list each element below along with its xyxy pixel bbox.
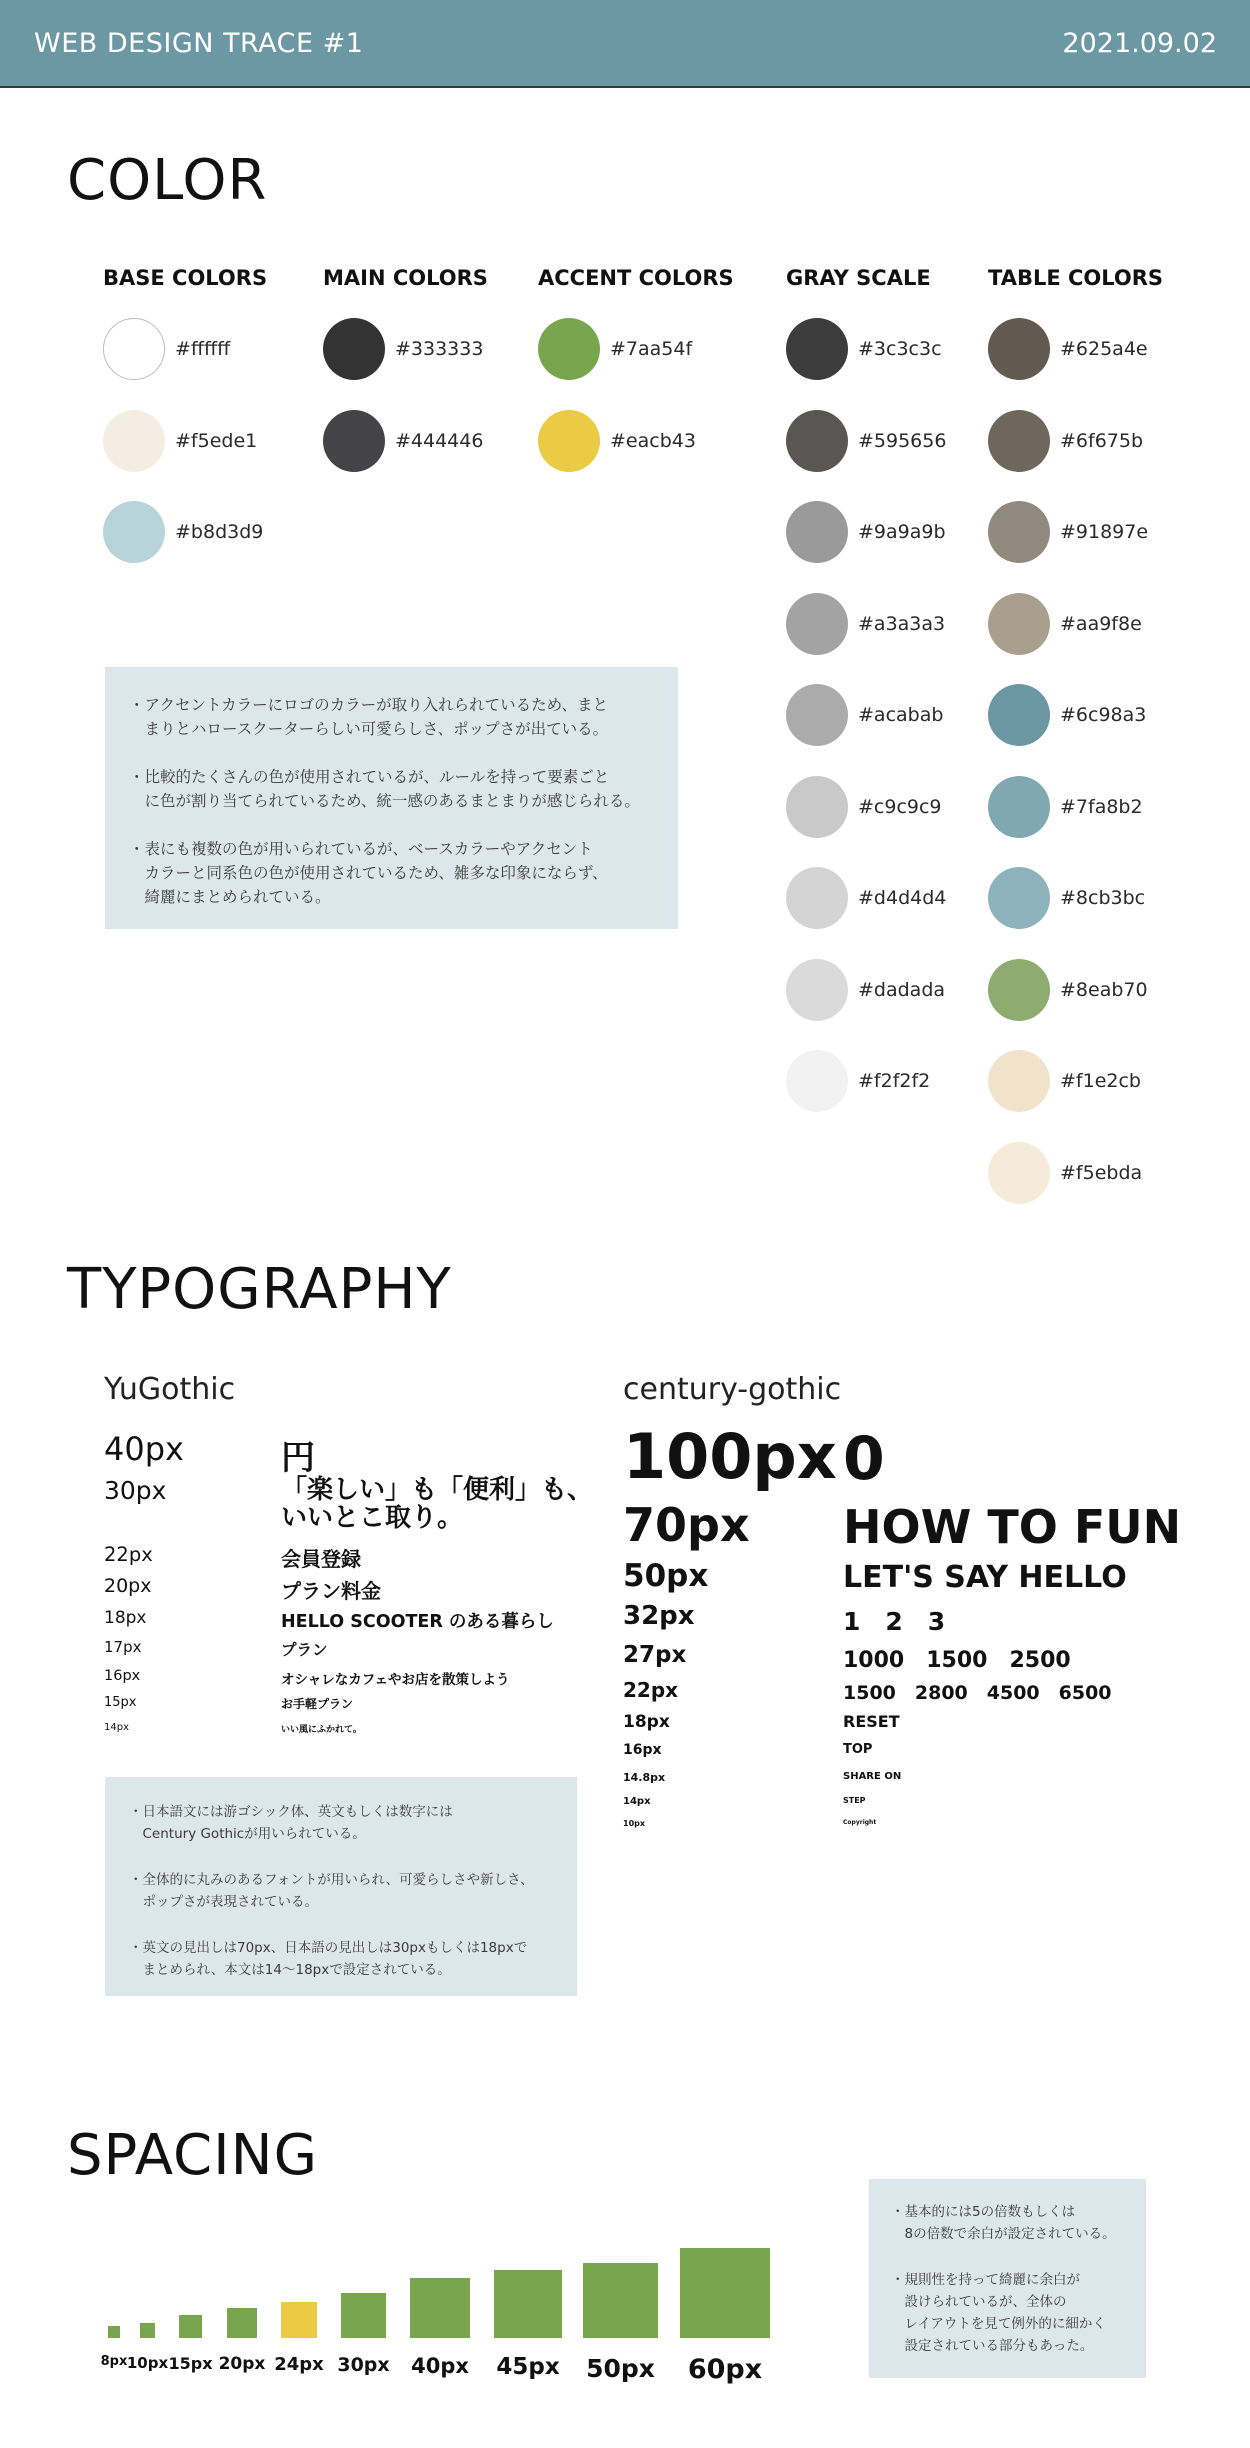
color-hex-label: #dadada: [858, 978, 946, 1001]
spacing-swatch: [179, 2315, 202, 2338]
color-circle: [988, 959, 1050, 1021]
spacing-label: 50px: [586, 2354, 655, 2383]
color-swatch: [103, 410, 257, 472]
color-hex-label: #6f675b: [1060, 429, 1144, 452]
color-swatch: [103, 318, 230, 380]
century-size-label: 27px: [623, 1642, 687, 1668]
yugothic-sample-text: お手軽プラン: [281, 1697, 354, 1711]
color-circle: [988, 776, 1050, 838]
typography-notes-box: [105, 1777, 577, 1996]
color-hex-label: #625a4e: [1060, 338, 1148, 360]
century-sample-text: HOW TO FUN: [843, 1500, 1182, 1554]
color-swatch: [988, 776, 1143, 838]
century-sample-text: 0: [843, 1424, 885, 1494]
color-swatch: [786, 959, 945, 1021]
century-size-label: 70px: [623, 1498, 750, 1552]
century-sample-text: TOP: [843, 1742, 873, 1757]
color-note-3: ・表にも複数の色が用いられているが、ベースカラーやアクセント カラーと同系色の色が使用されているため、雑多な印象にならず、 綺麗にまとめられている。: [129, 840, 608, 906]
spacing-label: 8px: [100, 2354, 128, 2369]
color-circle: [786, 501, 848, 563]
color-swatch: [988, 684, 1146, 746]
color-hex-label: #aa9f8e: [1060, 612, 1142, 635]
color-hex-label: #a3a3a3: [858, 612, 946, 635]
color-circle: [538, 318, 600, 380]
color-hex-label: #f5ebda: [1060, 1161, 1143, 1184]
table-colors-title: TABLE COLORS: [988, 266, 1164, 290]
color-swatch: [323, 410, 483, 472]
color-hex-label: #9a9a9b: [858, 521, 946, 543]
spacing-swatch: [680, 2248, 770, 2338]
spacing-swatch: [341, 2293, 386, 2338]
gray-scale-title: GRAY SCALE: [786, 266, 931, 290]
spacing-swatch: [108, 2326, 120, 2338]
yugothic-size-label: 16px: [104, 1668, 141, 1684]
spacing-label: 45px: [496, 2354, 560, 2380]
yugothic-size-label: 40px: [104, 1430, 184, 1468]
spacing-label: 60px: [687, 2354, 763, 2385]
century-size-label: 16px: [623, 1742, 662, 1758]
date-label: 2021.09.02: [1062, 28, 1217, 59]
color-circle: [988, 410, 1050, 472]
color-swatch: [988, 410, 1143, 472]
color-hex-label: #f5ede1: [175, 429, 258, 452]
color-swatch: [786, 318, 942, 380]
spacing-label: 40px: [411, 2354, 469, 2378]
color-swatch: [323, 318, 483, 380]
century-sample-text: Copyright: [843, 1819, 877, 1826]
color-circle: [786, 1050, 848, 1112]
color-swatch: [988, 1050, 1141, 1112]
century-gothic-font-name: century-gothic: [623, 1372, 842, 1407]
color-swatch: [988, 1142, 1142, 1204]
color-swatch: [786, 410, 946, 472]
color-swatch: [786, 501, 946, 563]
base-colors-title: BASE COLORS: [103, 266, 268, 290]
yugothic-size-label: 18px: [104, 1608, 147, 1628]
century-sample-text: STEP: [843, 1796, 866, 1805]
color-circle: [988, 501, 1050, 563]
color-hex-label: #7fa8b2: [1060, 795, 1143, 818]
color-note-1: ・アクセントカラーにロゴのカラーが取り入れられているため、まと まりとハロースクーターらしい可愛らしさ、ポップさが出ている。: [129, 696, 609, 738]
color-hex-label: #7aa54f: [610, 338, 693, 360]
color-hex-label: #8cb3bc: [1060, 887, 1146, 909]
typography-section-title: TYPOGRAPHY: [67, 1257, 452, 1322]
color-circle: [988, 684, 1050, 746]
color-hex-label: #ffffff: [175, 338, 231, 360]
header-bar: [0, 0, 1250, 88]
color-swatch: [786, 593, 945, 655]
yugothic-sample-text: 「楽しい」も「便利」も、 いいとこ取り。: [281, 1475, 594, 1533]
accent-colors-title: ACCENT COLORS: [538, 266, 734, 290]
spacing-swatch: [140, 2323, 155, 2338]
color-swatch: [988, 867, 1145, 929]
main-colors-title: MAIN COLORS: [323, 266, 488, 290]
spacing-label: 20px: [218, 2354, 266, 2374]
century-sample-text: RESET: [843, 1712, 900, 1731]
spacing-note-2: ・規則性を持って綺麗に余白が 設けられているが、全体の レイアウトを見て例外的に細かく 設定されている部分もあった。: [891, 2272, 1106, 2354]
color-swatch: [538, 410, 696, 472]
spacing-swatch: [227, 2308, 257, 2338]
color-swatch: [786, 867, 946, 929]
color-hex-label: #6c98a3: [1060, 704, 1147, 726]
color-circle: [103, 318, 165, 380]
color-hex-label: #3c3c3c: [858, 338, 942, 360]
color-note-2: ・比較的たくさんの色が使用されているが、ルールを持って要素ごと に色が割り当てられているため、統一感のあるまとまりが感じられる。: [129, 768, 640, 810]
color-circle: [988, 1050, 1050, 1112]
yugothic-size-label: 20px: [104, 1575, 152, 1597]
spacing-swatch: [281, 2302, 317, 2338]
yugothic-size-label: 15px: [104, 1695, 137, 1710]
color-hex-label: #91897e: [1060, 521, 1149, 543]
typography-note-2: ・全体的に丸みのあるフォントが用いられ、可愛らしさや新しさ、 ポップさが表現されている。: [129, 1872, 534, 1910]
century-sample-text: 1 2 3: [843, 1607, 946, 1636]
century-size-label: 22px: [623, 1678, 679, 1702]
color-notes-box: [105, 667, 678, 929]
spacing-label: 10px: [126, 2354, 169, 2372]
color-circle: [786, 593, 848, 655]
spacing-label: 24px: [274, 2354, 324, 2375]
color-hex-label: #acabab: [858, 704, 944, 726]
typography-note-1: ・日本語文には游ゴシック体、英文もしくは数字には Century Gothicが用いられている。: [129, 1804, 453, 1842]
color-circle: [538, 410, 600, 472]
yugothic-size-label: 30px: [104, 1476, 167, 1505]
spacing-swatch: [583, 2263, 658, 2338]
yugothic-sample-text: プラン料金: [281, 1579, 381, 1603]
color-swatch: [988, 959, 1148, 1021]
color-swatch: [988, 501, 1148, 563]
color-circle: [988, 318, 1050, 380]
color-swatch: [988, 318, 1148, 380]
color-hex-label: #b8d3d9: [175, 521, 264, 543]
yugothic-sample-text: HELLO SCOOTER のある暮らし: [281, 1612, 554, 1632]
yugothic-sample-text: プラン: [281, 1641, 328, 1659]
color-swatch: [103, 501, 263, 563]
color-swatch: [786, 776, 942, 838]
spacing-section-title: SPACING: [67, 2123, 318, 2188]
color-hex-label: #8eab70: [1060, 978, 1148, 1001]
color-circle: [786, 867, 848, 929]
spacing-swatch: [410, 2278, 470, 2338]
spacing-label: 30px: [337, 2354, 390, 2376]
yugothic-size-label: 17px: [104, 1638, 142, 1656]
spacing-swatch: [494, 2270, 562, 2338]
color-hex-label: #f2f2f2: [858, 1070, 931, 1092]
century-size-label: 100px: [623, 1420, 837, 1493]
color-hex-label: #333333: [395, 338, 484, 360]
century-size-label: 14.8px: [623, 1771, 666, 1784]
century-size-label: 14px: [623, 1796, 651, 1807]
spacing-note-1: ・基本的には5の倍数もしくは 8の倍数で余白が設定されている。: [891, 2204, 1116, 2242]
century-sample-text: 1500 2800 4500 6500: [843, 1682, 1112, 1704]
color-section-title: COLOR: [67, 148, 268, 213]
color-circle: [786, 318, 848, 380]
yugothic-size-label: 22px: [104, 1543, 153, 1566]
yugothic-sample-text: 会員登録: [281, 1547, 361, 1571]
century-size-label: 10px: [623, 1819, 646, 1828]
color-circle: [786, 776, 848, 838]
yugothic-size-label: 14px: [104, 1722, 129, 1733]
century-sample-text: 1000 1500 2500: [843, 1648, 1071, 1673]
typography-note-3: ・英文の見出しは70px、日本語の見出しは30pxもしくは18pxで まとめられ、本文は14〜18pxで設定されている。: [129, 1940, 528, 1978]
color-circle: [103, 410, 165, 472]
color-swatch: [786, 684, 943, 746]
color-hex-label: #eacb43: [610, 429, 696, 452]
color-circle: [323, 318, 385, 380]
century-size-label: 50px: [623, 1558, 709, 1594]
color-swatch: [988, 593, 1142, 655]
century-size-label: 18px: [623, 1712, 670, 1732]
color-hex-label: #f1e2cb: [1060, 1070, 1141, 1092]
color-circle: [988, 1142, 1050, 1204]
color-circle: [786, 959, 848, 1021]
color-circle: [786, 410, 848, 472]
century-sample-text: LET'S SAY HELLO: [843, 1560, 1127, 1595]
page-title: WEB DESIGN TRACE #1: [34, 28, 364, 59]
color-circle: [988, 593, 1050, 655]
color-swatch: [786, 1050, 930, 1112]
yugothic-sample-text: オシャレなカフェやお店を散策しよう: [281, 1672, 510, 1688]
color-circle: [323, 410, 385, 472]
century-size-label: 32px: [623, 1601, 695, 1631]
spacing-label: 15px: [168, 2354, 213, 2373]
color-swatch: [538, 318, 692, 380]
spacing-notes-box: [869, 2179, 1146, 2378]
century-sample-text: SHARE ON: [843, 1771, 902, 1782]
color-hex-label: #d4d4d4: [858, 887, 947, 909]
color-hex-label: #444446: [395, 429, 484, 452]
color-hex-label: #595656: [858, 429, 947, 452]
yugothic-font-name: YuGothic: [104, 1372, 236, 1407]
color-circle: [786, 684, 848, 746]
yugothic-sample-text: 円: [281, 1438, 315, 1478]
color-circle: [103, 501, 165, 563]
color-circle: [988, 867, 1050, 929]
color-hex-label: #c9c9c9: [858, 795, 942, 818]
yugothic-sample-text: いい風にふかれて。: [281, 1725, 362, 1735]
